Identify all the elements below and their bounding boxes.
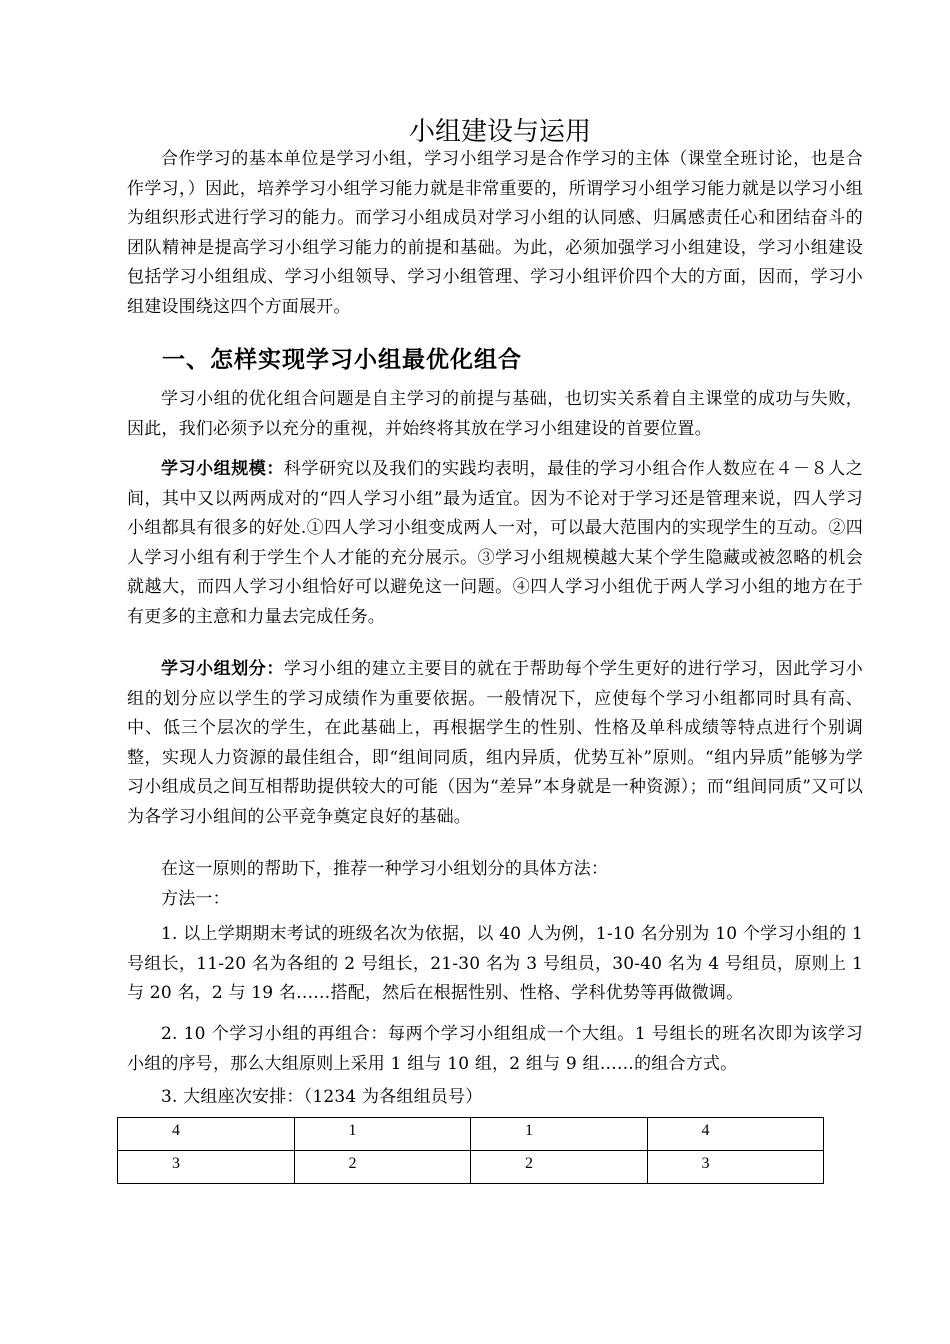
table-cell: 2	[471, 1151, 648, 1184]
step-2: 2. 10 个学习小组的再组合：每两个学习小组组成一个大组。1 号组长的班名次即为该学习小组的序号，那么大组原则上采用 1 组与 10 组，2 组与 9 组……的组合方式。	[127, 1024, 863, 1074]
method-label: 方法一：	[161, 889, 230, 909]
step-1: 1. 以上学期期末考试的班级名次为依据，以 40 人为例，1-10 名分别为 10 个学习小组的 1 号组长，11-20 名为各组的 2 号组长，21-30 名为 3 号组员，30-40 名为 4 号组员，原则上 1 与 20 名，2 与 19 名……搭配，然后在根据性别、性格、学科优势等再做微调。	[127, 924, 863, 1003]
scale-lead: 学习小组规模：	[161, 459, 284, 479]
table-row	[118, 1151, 824, 1184]
table-cell: 3	[118, 1151, 295, 1184]
section-heading-1: 一、怎样实现学习小组最优化组合	[162, 347, 522, 373]
table-cell: 2	[294, 1151, 471, 1184]
table-cell: 4	[647, 1118, 824, 1151]
table-cell: 1	[471, 1118, 648, 1151]
step-3: 3. 大组座次安排：（1234 为各组组员号）	[161, 1087, 483, 1107]
document-title: 小组建设与运用	[408, 117, 591, 147]
scale-text: 科学研究以及我们的实践均表明，最佳的学习小组合作人数应在４－８人之间，其中又以两两成对的“四人学习小组”最为适宜。因为不论对于学习还是管理来说，四人学习小组都具有很多的好处.①四人学习小组变成两人一对，可以最大范围内的实现学生的互动。②四人学习小组有利于学生个人才能的充分展示。③学习小组规模越大某个学生隐藏或被忽略的机会就越大，而四人学习小组恰好可以避免这一问题。④四人学习小组优于两人学习小组的地方在于有更多的主意和力量去完成任务。	[127, 459, 863, 627]
section1-paragraph: 学习小组的优化组合问题是自主学习的前提与基础，也切实关系着自主课堂的成功与失败，因此，我们必须予以充分的重视，并始终将其放在学习小组建设的首要位置。	[127, 389, 863, 439]
division-paragraph	[127, 655, 863, 832]
scale-paragraph	[127, 455, 863, 632]
table-cell: 1	[294, 1118, 471, 1151]
intro-paragraph: 合作学习的基本单位是学习小组，学习小组学习是合作学习的主体（课堂全班讨论，也是合作学习，）因此，培养学习小组学习能力就是非常重要的，所谓学习小组学习能力就是以学习小组为组织形式进行学习的能力。而学习小组成员对学习小组的认同感、归属感责任心和团结奋斗的团队精神是提高学习小组学习能力的前提和基础。为此，必须加强学习小组建设，学习小组建设包括学习小组组成、学习小组领导、学习小组管理、学习小组评价四个大的方面，因而，学习小组建设围绕这四个方面展开。	[127, 149, 863, 317]
seat-arrangement-table	[117, 1117, 824, 1184]
table-cell: 3	[647, 1151, 824, 1184]
table-cell: 4	[118, 1118, 295, 1151]
table-row	[118, 1118, 824, 1151]
division-text: 学习小组的建立主要目的就在于帮助每个学生更好的进行学习，因此学习小组的划分应以学生的学习成绩作为重要依据。一般情况下，应使每个学习小组都同时具有高、中、低三个层次的学生，在此基础上，再根据学生的性别、性格及单科成绩等特点进行个别调整，实现人力资源的最佳组合，即“组间同质，组内异质，优势互补”原则。“组内异质”能够为学习小组成员之间互相帮助提供较大的可能（因为“差异”本身就是一种资源）；而“组间同质”又可以为各学习小组间的公平竞争奠定良好的基础。	[127, 659, 863, 827]
division-lead: 学习小组划分：	[161, 659, 284, 679]
method-intro: 在这一原则的帮助下，推荐一种学习小组划分的具体方法：	[161, 859, 609, 879]
